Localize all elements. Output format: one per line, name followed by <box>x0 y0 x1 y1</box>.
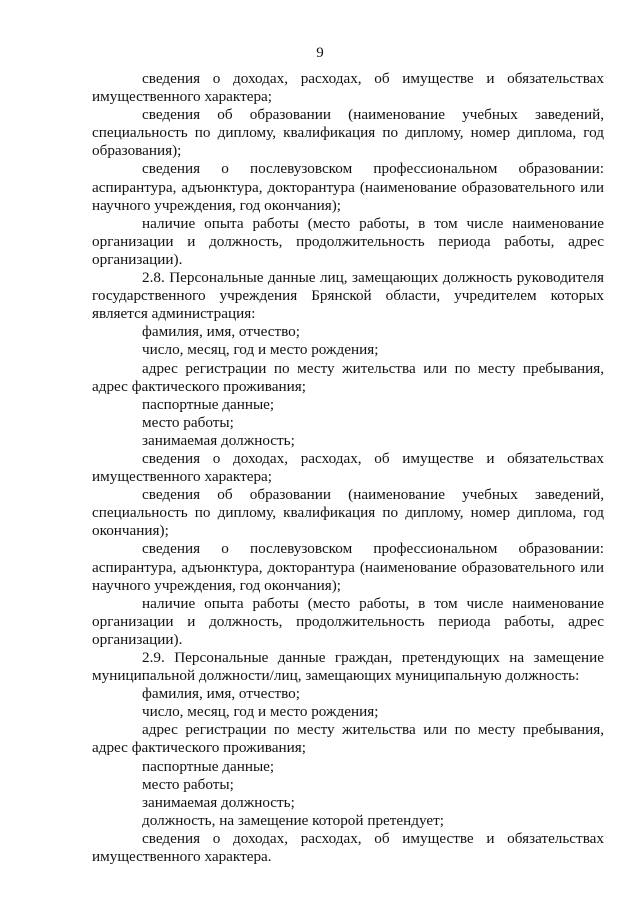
document-body <box>92 70 604 866</box>
list-item: фамилия, имя, отчество; <box>142 323 300 341</box>
list-item: должность, на замещение которой претендует; <box>142 811 445 829</box>
paragraph: наличие опыта работы (место работы, в том числе наименование организации и должность, продолжительность периода работы, адрес организации). <box>92 214 604 268</box>
page-number: 9 <box>316 45 324 61</box>
list-item: занимаемая должность; <box>142 793 295 811</box>
list-item: сведения о доходах, расходах, об имуществе и обязательствах имущественного характера. <box>92 829 604 866</box>
section-2-9-heading: 2.9. Персональные данные граждан, претендующих на замещение муниципальной должности/лиц, замещающих муниципальную должность: <box>92 649 604 685</box>
list-item: паспортные данные; <box>142 757 275 775</box>
paragraph: сведения о доходах, расходах, об имуществе и обязательствах имущественного характера; <box>92 70 604 106</box>
list-item: адрес регистрации по месту жительства или по месту пребывания, адрес фактического проживания; <box>92 359 604 395</box>
list-item: паспортные данные; <box>142 395 275 413</box>
list-item: наличие опыта работы (место работы, в том числе наименование организации и должность, продолжительность периода работы, адрес организации). <box>92 594 604 648</box>
list-item: сведения об образовании (наименование учебных заведений, специальность по диплому, квалификация по диплому, номер диплома, год окончания); <box>92 486 604 540</box>
list-item: фамилия, имя, отчество; <box>142 685 300 703</box>
paragraph: сведения об образовании (наименование учебных заведений, специальность по диплому, квалификация по диплому, номер диплома, год образования); <box>92 106 604 160</box>
list-item: место работы; <box>142 413 234 431</box>
list-item: число, месяц, год и место рождения; <box>142 703 379 721</box>
list-item: сведения о доходах, расходах, об имуществе и обязательствах имущественного характера; <box>92 449 604 486</box>
list-item: занимаемая должность; <box>142 431 295 449</box>
list-item: сведения о послевузовском профессиональном образовании: аспирантура, адъюнктура, докторантура (наименование образовательного или научного учреждения, год окончания); <box>92 540 604 594</box>
list-item: место работы; <box>142 775 234 793</box>
list-item: адрес регистрации по месту жительства или по месту пребывания, адрес фактического проживания; <box>92 721 604 757</box>
section-2-8-heading: 2.8. Персональные данные лиц, замещающих должность руководителя государственного учреждения Брянской области, учредителем которых является администрация: <box>92 269 604 323</box>
list-item: число, месяц, год и место рождения; <box>142 341 379 359</box>
paragraph: сведения о послевузовском профессиональном образовании: аспирантура, адъюнктура, докторантура (наименование образовательного или научного учреждения, год окончания); <box>92 160 604 214</box>
